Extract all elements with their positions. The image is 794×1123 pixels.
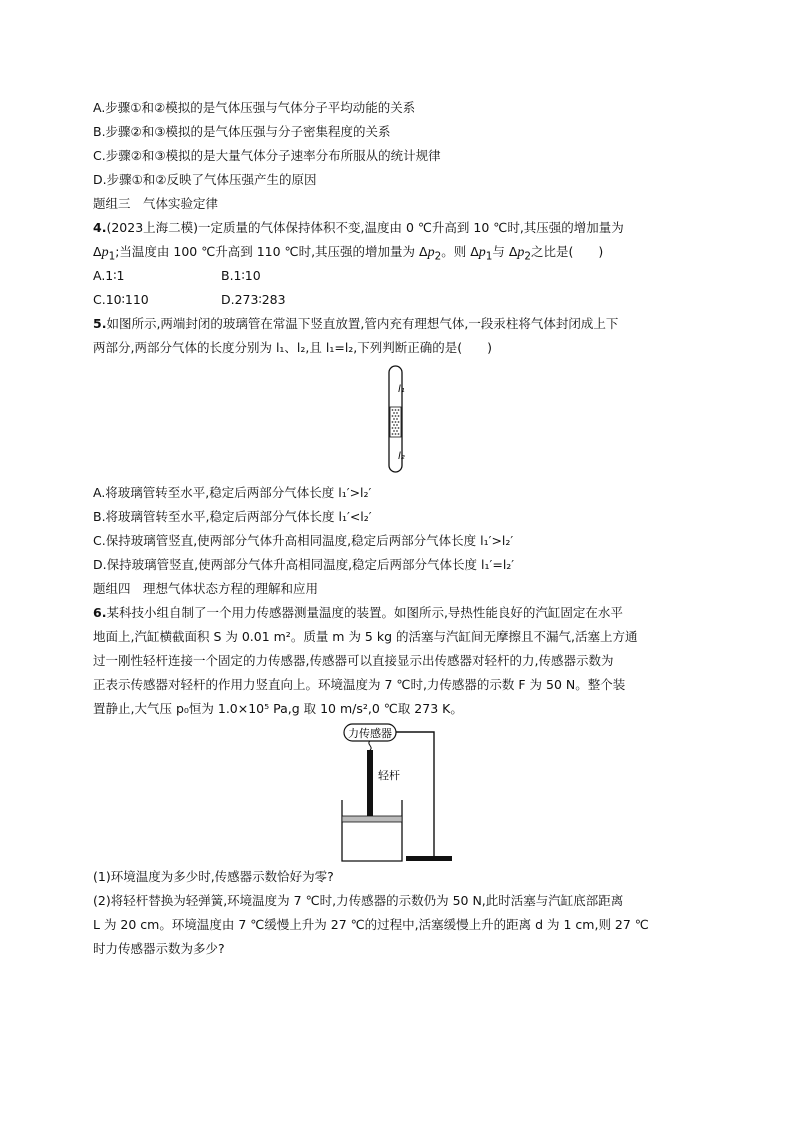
q5-option-d: D.保持玻璃管竖直,使两部分气体升高相同温度,稳定后两部分气体长度 l₁′=l₂′ <box>93 557 515 572</box>
q4-p: p <box>101 245 109 260</box>
label-l1: l₁ <box>398 384 405 395</box>
rigid-rod <box>367 750 373 816</box>
hook <box>369 741 371 750</box>
q6-sub2-line1: (2)将轻杆替换为轻弹簧,环境温度为 7 ℃时,力传感器的示数仍为 50 N,此时活塞与汽缸底部距离 <box>93 893 624 908</box>
piston <box>342 816 402 822</box>
q4-number: 4. <box>93 220 107 235</box>
q6-number: 6. <box>93 605 107 620</box>
q6-stem-line3: 过一刚性轻杆连接一个固定的力传感器,传感器可以直接显示出传感器对轻杆的力,传感器示数为 <box>93 653 614 668</box>
q4-sub: 2 <box>524 250 532 263</box>
q4-p: p <box>517 245 525 260</box>
q4-option-c: C.10∶110 <box>93 292 149 307</box>
q5-line1-text: 如图所示,两端封闭的玻璃管在常温下竖直放置,管内充有理想气体,一段汞柱将气体封闭成上下 <box>106 316 619 331</box>
q4-stem-line2 <box>93 244 603 265</box>
rod-label: 轻杆 <box>378 769 400 782</box>
q4-text: ;当温度由 100 ℃升高到 110 ℃时,其压强的增加量为 Δ <box>115 244 428 259</box>
glass-tube-figure <box>360 363 430 475</box>
q5-option-b: B.将玻璃管转至水平,稳定后两部分气体长度 l₁′<l₂′ <box>93 509 372 524</box>
q4-option-a: A.1∶1 <box>93 268 125 283</box>
force-sensor-figure <box>330 718 460 866</box>
q6-stem-line5: 置静止,大气压 p₀恒为 1.0×10⁵ Pa,g 取 10 m/s²,0 ℃取 273 K。 <box>93 701 463 716</box>
q4-options-row2 <box>93 292 286 308</box>
q4-option-b: B.1∶10 <box>221 268 261 283</box>
q3-option-c: C.步骤②和③模拟的是大量气体分子速率分布所服从的统计规律 <box>93 148 441 163</box>
q6-sub2-line2: L 为 20 cm。环境温度由 7 ℃缓慢上升为 27 ℃的过程中,活塞缓慢上升的距离 d 为 1 cm,则 27 ℃ <box>93 917 649 932</box>
q4-options-row1 <box>93 268 261 284</box>
q4-text: 之比是( ) <box>531 244 604 259</box>
q4-stem-line1 <box>93 220 624 236</box>
q4-option-d: D.273∶283 <box>221 292 286 307</box>
q6-stem-line4: 正表示传感器对轻杆的作用力竖直向上。环境温度为 7 ℃时,力传感器的示数 F 为 50 N。整个装 <box>93 677 626 692</box>
q5-number: 5. <box>93 316 107 331</box>
q5-option-c: C.保持玻璃管竖直,使两部分气体升高相同温度,稳定后两部分气体长度 l₁′>l₂′ <box>93 533 514 548</box>
q4-sub: 1 <box>485 250 493 263</box>
q4-sub: 1 <box>108 250 116 263</box>
q5-stem-line1 <box>93 316 618 332</box>
force-sensor-label: 力传感器 <box>348 727 392 740</box>
q4-p: p <box>478 245 486 260</box>
q4-sub: 2 <box>434 250 442 263</box>
q4-delta: Δ <box>93 244 102 259</box>
group4-title: 题组四 理想气体状态方程的理解和应用 <box>93 581 319 596</box>
q6-sub2-line3: 时力传感器示数为多少? <box>93 941 225 956</box>
q6-line1-text: 某科技小组自制了一个用力传感器测量温度的装置。如图所示,导热性能良好的汽缸固定在水平 <box>106 605 623 620</box>
q3-option-a: A.步骤①和②模拟的是气体压强与气体分子平均动能的关系 <box>93 100 416 115</box>
group3-title: 题组三 气体实验定律 <box>93 196 219 211</box>
q4-text: 与 Δ <box>492 244 518 259</box>
q5-stem-line2: 两部分,两部分气体的长度分别为 l₁、l₂,且 l₁=l₂,下列判断正确的是( ) <box>93 340 493 355</box>
ground-base <box>406 856 452 861</box>
q3-option-d: D.步骤①和②反映了气体压强产生的原因 <box>93 172 317 187</box>
q6-stem-line2: 地面上,汽缸横截面积 S 为 0.01 m²。质量 m 为 5 kg 的活塞与汽缸间无摩擦且不漏气,活塞上方通 <box>93 629 638 644</box>
q6-sub1: (1)环境温度为多少时,传感器示数恰好为零? <box>93 869 334 884</box>
q6-stem-line1 <box>93 605 623 621</box>
label-l2: l₂ <box>398 451 405 462</box>
q3-option-b: B.步骤②和③模拟的是气体压强与分子密集程度的关系 <box>93 124 391 139</box>
q5-option-a: A.将玻璃管转至水平,稳定后两部分气体长度 l₁′>l₂′ <box>93 485 372 500</box>
q4-p: p <box>427 245 435 260</box>
q4-text: 。则 Δ <box>441 244 479 259</box>
q4-line1-text: (2023上海二模)一定质量的气体保持体积不变,温度由 0 ℃升高到 10 ℃时,其压强的增加量为 <box>106 220 624 235</box>
